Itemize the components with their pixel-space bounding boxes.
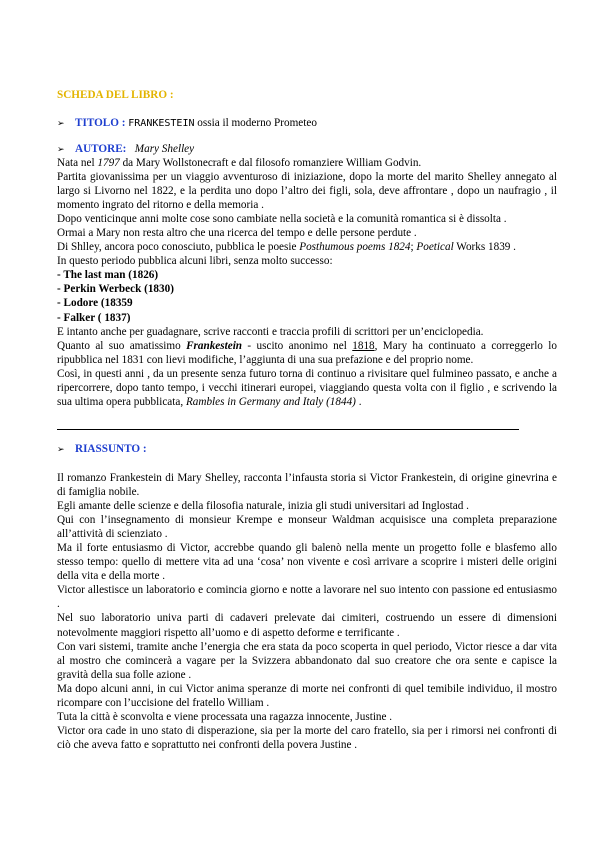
bio-poems: Di Shlley, ancora poco conosciuto, pubblica le poesie Posthumous poems 1824; Poetical Works 1839 . [57,241,516,254]
arrow-bullet-icon: ➢ [57,118,65,128]
arrow-bullet-icon: ➢ [57,444,65,454]
autore-line [57,142,194,156]
autore-label: AUTORE: [75,143,127,155]
bio-changes: Dopo venticinque anni molte cose sono cambiate nella società e la comunità romantica si è dissolta . [57,213,507,226]
book-item: - Perkin Werbeck (1830) [57,283,174,296]
titolo-line [57,116,317,131]
riassunto-heading [57,442,147,456]
summary-paragraph: Ma dopo alcuni anni, in cui Victor anima speranze di morte nei confronti di quel temibile individuo, il mostro ricompare con l’uccisione del fratello William . [57,682,557,709]
bio-frankenstein: Quanto al suo amatissimo Frankestein - uscito anonimo nel 1818, Mary ha continuato a correggerlo lo ripubblica nel 1831 con lievi modifiche, l’aggiunta di una sua prefazione e del proprio nome. [57,339,557,366]
summary-paragraph: Nel suo laboratorio univa parti di cadaveri prelevate dai cimiteri, costruendo un essere di dimensioni notevolmente maggiori rispetto all’uomo e di aspetto deforme e terrificante . [57,612,557,639]
bio-search: Ormai a Mary non resta altro che una ricerca del tempo e delle persone perdute . [57,227,417,240]
author-name: Mary Shelley [134,143,195,155]
summary-paragraph: Qui con l’insegnamento di monsieur Krempe e monseur Waldman acquisisce una completa preparazione all’attività di scienziato . [57,514,557,541]
bio-birth: Nata nel 1797 da Mary Wollstonecraft e dal filosofo romanziere William Godvin. [57,157,422,169]
titolo-label: TITOLO : [75,117,126,129]
divider-line [57,429,519,430]
bio-last-work: Così, in questi anni , da un presente senza futuro torna di continuo a rivisitare quel fulmineo passato, e anche a ripercorrere, dopo tanto tempo, i vecchi itinerari europei, viaggiando questa volta con il figlio , e scrivendo la sua ultima opera pubblicata, Rambles in Germany and Italy (1844) . [57,367,557,408]
summary-section [57,471,557,752]
bio-books-intro: In questo periodo pubblica alcuni libri, senza molto successo: [57,255,333,268]
book-item: - Falker ( 1837) [57,311,131,324]
summary-paragraph: Ma il forte entusiasmo di Victor, accrebbe quando gli balenò nella mente un progetto folle e blasfemo allo stesso tempo: quello di mettere vita ad una ‘cosa’ non vivente e così arrivare a scoprire i misteri delle origini della vita e della morte . [57,542,557,583]
book-title: FRANKESTEIN [128,118,195,129]
summary-paragraph: Il romanzo Frankestein di Mary Shelley, racconta l’infausta storia si Victor Frankestein, di origine ginevrina e di famiglia nobile. [57,472,557,499]
bio-journey: Partita giovanissima per un viaggio avventuroso di iniziazione, dopo la morte del marito Shelley annegato al largo si Livorno nel 1822, e la perdita uno dopo l’altro dei figli, sola, deve affrontare , dopo un naufragio , il momento ingrato del ritorno e della memoria . [57,171,557,212]
summary-paragraph: Egli amante delle scienze e della filosofia naturale, inizia gli studi universitari ad Inglostad . [57,500,469,513]
summary-paragraph: Victor ora cade in uno stato di disperazione, sia per la morte del caro fratello, sia per i rimorsi nei confronti di ciò che aveva fatto e soprattutto nei confronti della povera Justine . [57,724,557,751]
book-item: - The last man (1826) [57,269,159,282]
biography-section [57,156,557,409]
summary-paragraph: Victor allestisce un laboratorio e comincia giorno e notte a lavorare nel suo intento con passione ed entusiasmo . [57,584,557,611]
summary-paragraph: Tuta la città è sconvolta e viene processata una ragazza innocente, Justine . [57,710,393,723]
arrow-bullet-icon: ➢ [57,144,65,154]
riassunto-label: RIASSUNTO : [75,443,147,455]
summary-paragraph: Con vari sistemi, tramite anche l’energia che era stata da poco scoperta in quel periodo, Victor riesce a dar vita al mostro che comincerà a vagare per la Svizzera abbandonato dal suo creatore che ora sente e capisce la gravità della sua folle azione . [57,640,557,681]
book-item: - Lodore (18359 [57,297,133,310]
bio-encyclopedia: E intanto anche per guadagnare, scrive racconti e traccia profili di scrittori per un’enciclopedia. [57,325,484,338]
book-subtitle: ossia il moderno Prometeo [194,117,317,129]
section-title-scheda: SCHEDA DEL LIBRO : [57,89,174,101]
